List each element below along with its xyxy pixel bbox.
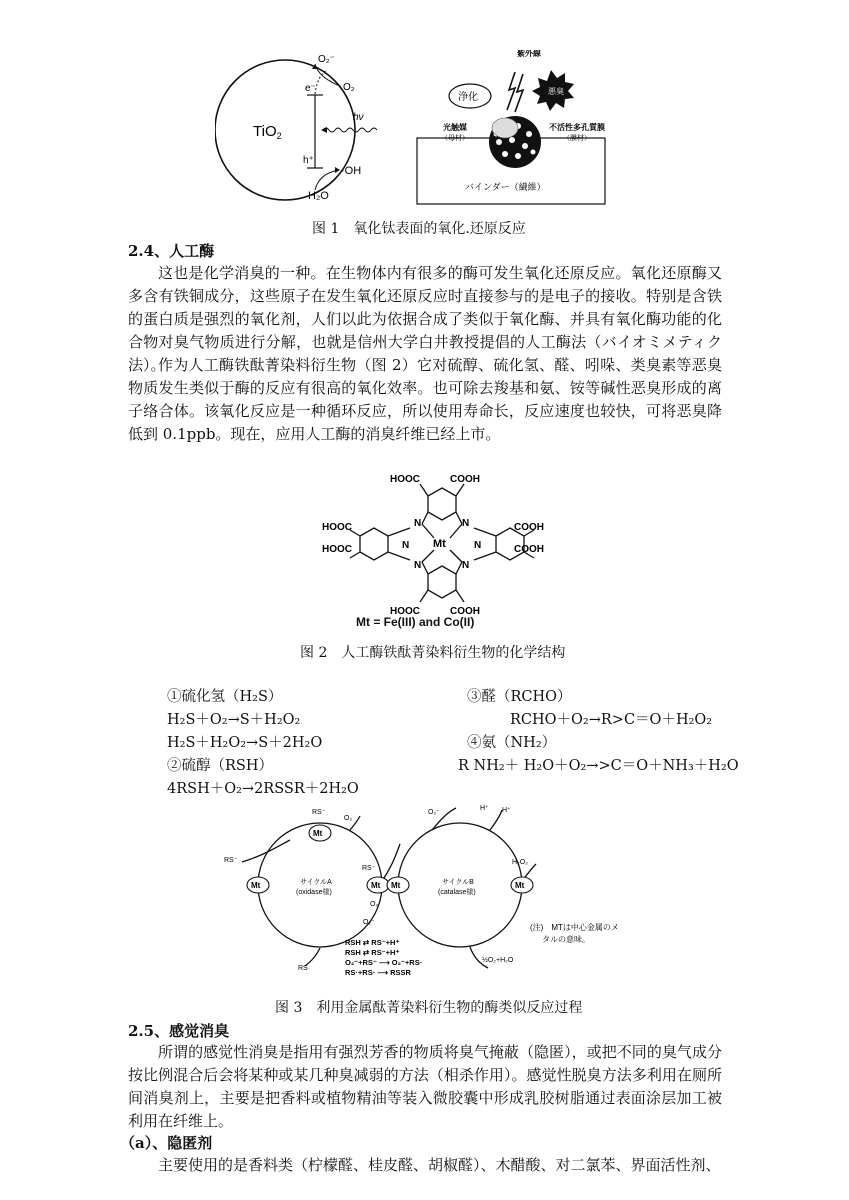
- note-line-2: タルの意味。: [542, 935, 590, 944]
- mt-node: Mt: [371, 881, 381, 890]
- cooh-group: COOH: [450, 474, 480, 485]
- cooh-group: HOOC: [322, 544, 352, 555]
- section-2-4-para-2: 作为人工酶铁酞菁染料衍生物（图 2）它对硫醇、硫化氢、醛、吲哚、类臭素等恶臭物质发生类似于酶的反应有很高的氧化效率。也可除去羧基和氨、铵等碱性恶臭形成的离子络合体。该氧化反应是一种循环反应，所以使用寿命长，反应速度也较快，可将恶臭降低到 0.1ppb。现在，应用人工酶的消臭纤维已经上市。: [128, 356, 722, 443]
- reaction-eq: RSH ⇄ RS⁻+H⁺: [345, 938, 400, 947]
- rs-dot-label: RS·: [298, 965, 311, 972]
- cooh-group: HOOC: [322, 522, 352, 533]
- oxidation-arrow: [315, 170, 339, 190]
- h2s-title: ①硫化氢（H₂S）: [167, 689, 283, 705]
- metal-center: Mt: [433, 538, 446, 550]
- o2-minus-label: O₂⁻: [363, 919, 375, 926]
- o2-label: O₂: [343, 82, 355, 93]
- section-2-5-para-1: 所谓的感觉性消臭是指用有强烈芳香的物质将臭气掩蔽（隐匿），或把不同的臭气成分按比例混合后会将某种或某几种臭减弱的方法（相杀作用）。感觉性脱臭方法多利用在厕所间消臭剂上，主要是把香料或植物精油等装入微胶囊中形成乳胶树脂通过表面涂层加工被利用在纤维上。: [128, 1043, 722, 1130]
- cycle-b-sublabel: (catalase様): [438, 889, 476, 896]
- tio2-particle: [215, 60, 355, 200]
- uv-label: 紫外線: [517, 50, 541, 58]
- cooh-group: COOH: [514, 522, 544, 533]
- figure-3-caption: 图 3 利用金属酞菁染料衍生物的酶类似反应过程: [275, 1000, 583, 1016]
- nitrogen: N: [414, 560, 422, 571]
- figure-3-cycles: [220, 800, 660, 988]
- h-plus-label: H⁺: [502, 807, 511, 814]
- figure-1: [215, 50, 615, 210]
- h2o-label: H₂O: [308, 190, 329, 202]
- oh-label: ·OH: [341, 165, 362, 177]
- uv-bolt: [507, 72, 515, 110]
- cooh-group: HOOC: [390, 474, 420, 485]
- figure-2-structure: [322, 470, 562, 630]
- rsh-equation: 4RSH＋O₂→2RSSR＋2H₂O: [167, 781, 359, 797]
- electron-label: e⁻: [305, 83, 316, 94]
- figure-2-caption: 图 2 人工酶铁酞菁染料衍生物的化学结构: [300, 645, 566, 661]
- subsection-a-heading: （a）、隐匿剂: [120, 1134, 213, 1152]
- o2-minus-label: O₂⁻: [318, 54, 335, 65]
- inactive-label: 不活性多孔質膜: [549, 123, 605, 132]
- binder-label: バインダー（繊維）: [465, 182, 546, 192]
- section-2-4-heading: 2.4、人工酶: [128, 242, 215, 260]
- cooh-group: COOH: [514, 544, 544, 555]
- rcho-title: ③醛（RCHO）: [467, 689, 572, 705]
- reaction-eq: RSH ⇄ RS⁻+H⁺: [345, 948, 400, 957]
- h-plus-label: H⁺: [480, 805, 489, 812]
- photocatalyst-sublabel: （母材）: [441, 135, 469, 142]
- section-2-5-para-2: 主要使用的是香料类（柠檬醛、桂皮醛、胡椒醛）、木醋酸、对二氯苯、界面活性剂、: [158, 1156, 721, 1174]
- o2-minus-label: O₂⁻: [428, 809, 440, 816]
- mt-node: Mt: [251, 881, 261, 890]
- nitrogen: N: [462, 518, 470, 529]
- light-wave: [323, 128, 377, 132]
- purify-label: 浄化: [458, 92, 478, 103]
- nh2-title: ④氨（NH₂）: [467, 735, 557, 751]
- o2-label: O₂: [370, 901, 379, 908]
- metal-definition: Mt = Fe(III) and Co(II): [356, 615, 475, 629]
- cycle-a-label: サイクルA: [300, 879, 332, 886]
- mt-node: Mt: [313, 829, 323, 838]
- cycle-a-sublabel: (oxidase様): [296, 889, 332, 896]
- nh2-equation: R NH₂＋ H₂O＋O₂→>C＝O＋NH₃＋H₂O: [458, 758, 739, 774]
- photocatalyst-coating: [492, 118, 518, 138]
- rcho-equation: RCHO＋O₂→R>C＝O＋H₂O₂: [510, 712, 713, 728]
- rs-minus-label: RS⁻: [312, 809, 326, 816]
- h2o2-label: H₂O₂: [512, 859, 528, 866]
- mt-node: Mt: [391, 881, 401, 890]
- section-2-5-heading: 2.5、感觉消臭: [128, 1022, 230, 1040]
- figure-1-caption: 图 1 氧化钛表面的氧化.还原反应: [312, 221, 526, 237]
- cycle-b-label: サイクルB: [442, 879, 474, 886]
- mt-node: Mt: [515, 881, 525, 890]
- nitrogen: N: [462, 560, 470, 571]
- nitrogen: N: [474, 540, 482, 551]
- cooh-group: HOOC: [390, 606, 420, 617]
- cooh-group: COOH: [450, 606, 480, 617]
- odor-label: 悪臭: [548, 87, 564, 96]
- rsh-title: ②硫醇（RSH）: [167, 758, 273, 774]
- h2s-equation-2: H₂S＋H₂O₂→S＋2H₂O: [167, 735, 323, 751]
- h2s-equation-1: H₂S＋O₂→S＋H₂O₂: [167, 712, 301, 728]
- reaction-eq: RS·+RS· ⟶ RSSR: [345, 968, 411, 977]
- nitrogen: N: [402, 540, 410, 551]
- photocatalyst-label: 光触媒: [443, 123, 467, 132]
- hole-label: h⁺: [303, 155, 314, 166]
- inactive-sublabel: （膜材）: [563, 135, 591, 142]
- hv-label: hν: [353, 112, 364, 123]
- section-2-4-para-1: 这也是化学消臭的一种。在生物体内有很多的酶可发生氧化还原反应。氧化还原酶又多含有铁铜成分，这些原子在发生氧化还原反应时直接参与的是电子的接收。特别是含铁的蛋白质是强烈的氧化剂，人们以此为依据合成了类似于氧化酶、并具有氧化酶功能的化合物对臭气物质进行分解，也就是信州大学白井教授提倡的人工酶法（バイオミメティク法）。: [128, 264, 722, 374]
- side-product: ½O₂+H₂O: [482, 957, 514, 964]
- rs-minus-label: RS⁻: [362, 865, 376, 872]
- o2-label: O₂: [344, 815, 353, 822]
- note-line-1: (注) MTは中心金属のメ: [530, 923, 619, 932]
- reaction-eq: O₂⁻+RS⁻ ⟶ O₂⁻+RS·: [345, 958, 423, 967]
- tio2-label: TiO$_2$: [253, 123, 282, 141]
- rs-minus-label: RS⁻: [224, 857, 238, 864]
- nitrogen: N: [414, 518, 422, 529]
